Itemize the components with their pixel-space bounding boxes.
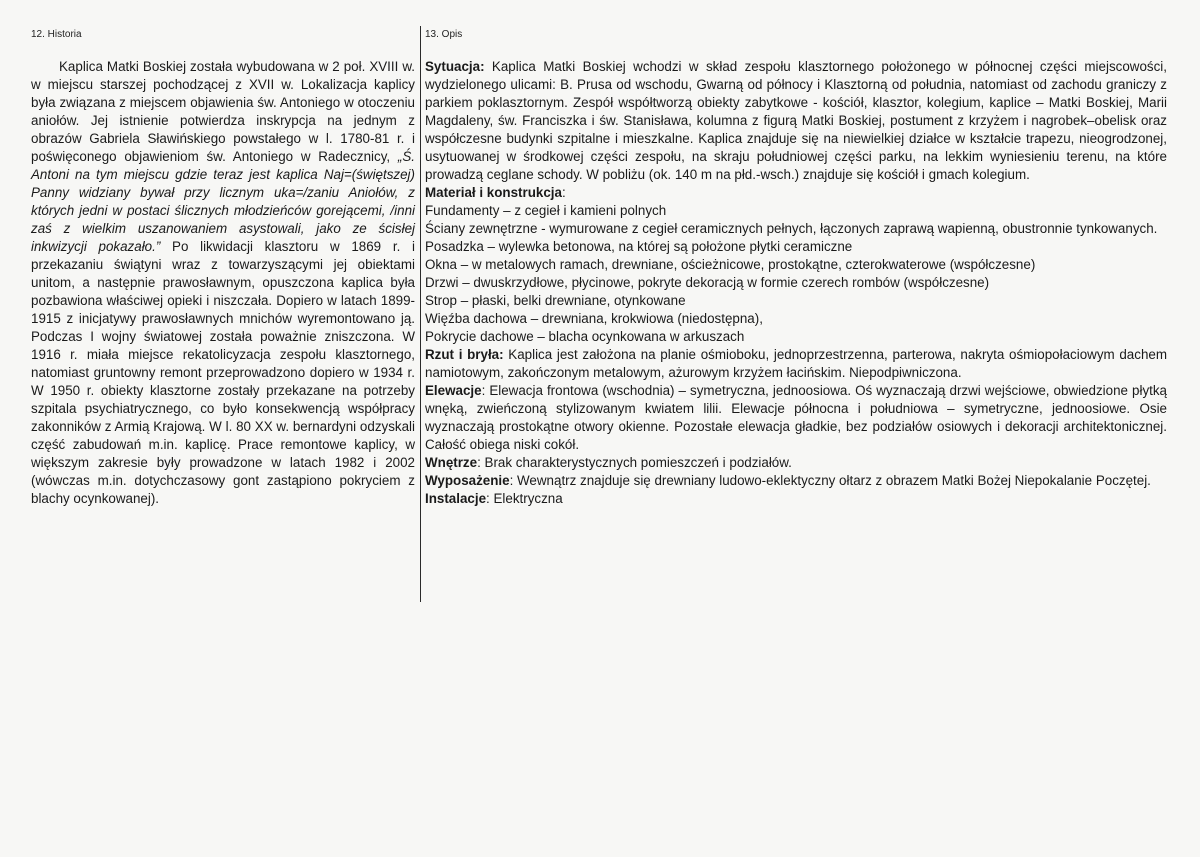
wyposazenie-text: : Wewnątrz znajduje się drewniany ludowo-eklektyczny ołtarz z obrazem Matki Bożej Niepokalanie Poczętej. (509, 473, 1151, 488)
sytuacja-text: Kaplica Matki Boskiej wchodzi w skład zespołu klasztornego położonego w północnej części miejscowości, wydzielonego ulicami: B. Prusa od wschodu, Gwarną od północy i Klasztorną od południa, natomiast od zachodu graniczy z parkiem poklasztornym. Zespół współtworzą obiekty zabytkowe - kościół, klasztor, kolegium, kaplice – Matki Boskiej, Marii Magdaleny, św. Franciszka i św. Stanisława, kolumna z figurą Matki Boskiej, postument z krzyżem i nagrobek–obelisk oraz współczesne budynki szpitalne i mieszkalne. Kaplica znajduje się na niewielkiej działce w kształcie trapezu, nieogrodzonej, usytuowanej w środkowej części zespołu, na skraju południowej części parku, na lekkim wyniesieniu terenu, na które prowadzą ceglane schody. W pobliżu (ok. 140 m na płd.-wsch.) znajduje się kościół i gmach kolegium. (425, 59, 1167, 182)
material-label: Materiał i konstrukcja (425, 185, 562, 200)
material-item: Okna – w metalowych ramach, drewniane, ościeżnicowe, prostokątne, czterokwaterowe (współczesne) (425, 257, 1036, 272)
material-item: Posadzka – wylewka betonowa, na której są położone płytki ceramiczne (425, 239, 853, 254)
section-sytuacja (425, 58, 1167, 184)
history-quote: „Ś. Antoni na tym miejscu gdzie teraz jest kaplica Naj=(świętszej) Panny widziany bywał przy licznym uka=/zaniu Aniołów, z których jedni w postaci ślicznych młodzieńców gorejącemi, /inni zaś z wielkim uszanowaniem asystowali, jako ze ścisłej inkwizycji pokazało.” (31, 149, 415, 254)
section-wyposazenie (425, 472, 1167, 490)
instalacje-label: Instalacje (425, 491, 487, 506)
section-material (425, 184, 1167, 202)
description-text (425, 58, 1167, 508)
material-item: Drzwi – dwuskrzydłowe, płycinowe, pokryte dekoracją w formie czerech rombów (współczesne) (425, 275, 990, 290)
description-column (425, 28, 1167, 508)
rzut-label: Rzut i bryła: (425, 347, 504, 362)
section-instalacje (425, 490, 1167, 508)
section-elewacje (425, 382, 1167, 454)
elewacje-text: : Elewacja frontowa (wschodnia) – symetryczna, jednoosiowa. Oś wyznaczają drzwi wejściowe, obwiedzione płytką wnęką, zwieńczoną stylizowanym kwiatem lilii. Elewacje północna i południowa – symetryczne, jednoosiowe. Osie wyznaczają prostokątne otwory okienne. Pozostałe elewacja gładkie, bez podziałów osiowych i dekoracji architektonicznej. Całość obiega niski cokół. (425, 383, 1167, 452)
wnetrze-text: : Brak charakterystycznych pomieszczeń i podziałów. (477, 455, 792, 470)
elewacje-label: Elewacje (425, 383, 482, 398)
wnetrze-label: Wnętrze (425, 455, 478, 470)
instalacje-text: : Elektryczna (486, 491, 563, 506)
history-text (31, 58, 415, 508)
history-column (31, 28, 415, 508)
rzut-text: Kaplica jest założona na planie ośmioboku, jednoprzestrzenna, parterowa, nakryta ośmiopołaciowym dachem namiotowym, zakończonym metalowym, ażurowym krzyżem łacińskim. Niepodpiwniczona. (425, 347, 1167, 380)
history-text-part-1: Kaplica Matki Boskiej została wybudowana w 2 poł. XVIII w. w miejscu starszej pochodzącej z XVII w. Lokalizacja kaplicy była związana z miejscem objawienia św. Antoniego w otoczeniu aniołów. Jej istnienie potwierdza inskrypcja na jednym z obrazów Gabriela Sławińskiego powstałego w l. 1780-81 r. i poświęconego objawieniom św. Antoniego w Radecznicy, (31, 59, 415, 164)
material-item: Więźba dachowa – drewniana, krokwiowa (niedostępna), (425, 311, 763, 326)
material-item: Pokrycie dachowe – blacha ocynkowana w arkuszach (425, 329, 745, 344)
wyposazenie-label: Wyposażenie (425, 473, 510, 488)
description-heading: 13. Opis (425, 29, 463, 40)
section-wnetrze (425, 454, 1167, 472)
sytuacja-label: Sytuacja: (425, 59, 485, 74)
material-item: Strop – płaski, belki drewniane, otynkowane (425, 293, 686, 308)
history-heading: 12. Historia (31, 29, 82, 40)
material-colon: : (561, 185, 566, 200)
material-item: Fundamenty – z cegieł i kamieni polnych (425, 203, 667, 218)
column-divider (420, 26, 421, 602)
material-item: Ściany zewnętrzne - wymurowane z cegieł ceramicznych pełnych, łączonych zaprawą wapienną, obustronnie tynkowanych. (425, 221, 1158, 236)
history-text-part-3: Po likwidacji klasztoru w 1869 r. i przekazaniu świątyni wraz z towarzyszącymi jej obiektami unitom, a następnie prawosławnym, opuszczona kaplica była pozbawiona właściwej opieki i niszczała. Dopiero w latach 1899-1915 z inicjatywy prawosławnych mnichów wyremontowano ją. Podczas I wojny światowej została poważnie zniszczona. W 1916 r. miała miejsce rekatolicyzacja zespołu klasztornego, natomiast gruntowny remont przeprowadzono dopiero w 1934 r. W 1950 r. obiekty klasztorne zostały przekazane na potrzeby szpitala psychiatrycznego, co było konsekwencją współpracy zakonników z Armią Krajową. W l. 80 XX w. bernardyni odzyskali część zabudowań m.in. kaplicę. Prace remontowe kaplicy, w większym zakresie były prowadzone w latach 1982 i 2002 (wówczas m.in. dotychczasowy gont zastąpiono pokryciem z blachy ocynkowanej). (31, 239, 415, 506)
section-rzut (425, 346, 1167, 382)
